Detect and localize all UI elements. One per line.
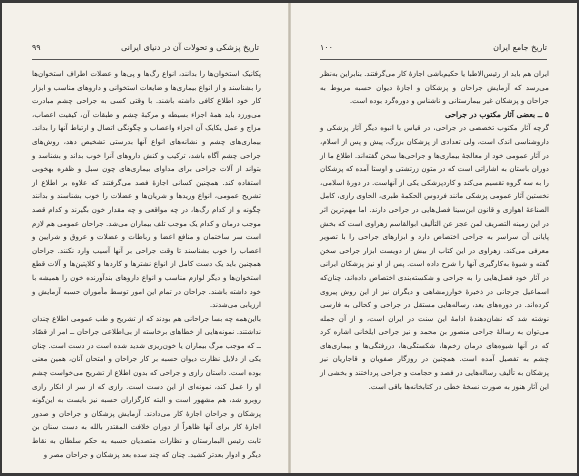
left-header-rule: [32, 59, 259, 60]
left-running-header: [32, 43, 259, 57]
section-heading: ۵ ــ بعضی آثار مکتوب در جراحی: [445, 109, 549, 119]
right-running-header: [320, 43, 547, 57]
left-header-title: تاریخ پزشکی و تحولات آن در دنیای ایرانی: [120, 43, 259, 52]
left-page-number: ۹۹: [32, 43, 41, 52]
left-paragraph-1: پکانیک استخوان‌ها را بدانند، انواع رگ‌ها و پی‌ها و عضلات اطراف استخوان‌ها را بشناسند و از انواع بیماری‌ها و ضایعات استخوانی و داروهای مناسب و ابزار کار خود اطلاع کافی داشته باشند. با وقتی کسی به جراحی چشم مبادرت می‌ورزد باید همهٔ اجزاء بسیطه و مرکبهٔ چشم و طبقات آن، کیفیت اعصاب، مزاج و عمل یکایک آن اجزاء واعصاب و چگونگی اتصال و ارتباط آنها را بداند. بیماری‌های چشم و نشانه‌های انواع آنها بدرستی تشخیص دهد، روش‌های جراحی چشم آگاه باشد، ترکیب و کنش داروهای آنرا خوب بداند و بشناسد و بتواند از آلات جراحی برای مداوای بیماری‌های چون سبل و ظفره بهخوبی استفاده کند. همچنین کسانی اجازهٔ فصد می‌گرفتند که علاوه بر اطلاع از تشریح عمومی، انواع وریدها و شریان‌ها و عضلات را خوب بشناسند و بدانند چگونه و از کدام رگ‌ها، در چه مواقعی و چه مقدار خون بگیرند و کدام قصد موجب درمان و کدام یک موجب تلف بیماران می‌شد. جراحان عمومی هم لازم است سر ساختمان و منافع اعضا و رباطات و عضلات و عروق و شرایین و اعصاب را خوب بشناسند تا وقت جراحی بر آنها آسیب وارد نکنند. جراحان همچنین باید یک دست کامل از انواع نشترها و کاردها و کلاپتین‌ها و آلات قطع استخوان‌ها و دیگر لوازم مناسب و انواع داروهای بندآورنده خون را همیشه با خود داشته باشند. جراحان در تمام این امور توسط مأموران حسبه آزمایش و ارزیابی می‌شدند.: [32, 69, 261, 310]
book-spread: [2, 3, 577, 473]
right-page-number: ۱۰۰: [320, 43, 333, 52]
left-body-text: [32, 67, 261, 461]
left-page: [2, 3, 289, 473]
right-header-title: تاریخ جامع ایران: [493, 43, 547, 52]
right-header-rule: [320, 59, 547, 60]
left-paragraph-2: بااین‌همه چه بسا جراحانی هم بودند که از تشریح و طب عمومی اطلاع چندان نداشتند. نمونه‌هایی از خطاهای برخاسته از بی‌اطلاعی جراحان ــ امر از قصّاد ــ که موجب مرگ بیماران یا خون‌ریزی شدید شده است در دست است. چنان یکی از دلایل نظارت دیوان حسبه بر کار جراحان و امتحان آنان، همین معنی بوده است. داستان رازی و جراحی که بدون اطلاع از تشریح می‌خواست چشم او را عمل کند، نمونه‌ای از این دست است. رازی که از سر از انکار رازی روبرو شد، هم مشهور است و البته کارگزاران حسبه نیز بایست به این‌گونه پزشکان و جراحان اجازهٔ کار می‌دادند. آزمایش پزشکان و جراحان و صدور اجازهٔ کار برای آنها ظاهراً از دوران خلافت المقتدر بالله به دست سنان بن ثابت رئیس البمارستان و نظارات متصدیان حسبه به حکم سلطان به نقاط دیگر و ادوار بعدتر کشید. چنان که چند سده بعد پزشکان و جراحان مصر و: [32, 313, 261, 459]
right-paragraph-1: ایران هم باید از رئیس‌الاطبا یا حکیم‌باشی اجازهٔ کار می‌گرفتند. بنابراین به‌نظر می‌رسد که آزمایش جراحان و پزشکان و اجازهٔ دیوان حسبه مربوط به جراحان و پزشکان غیر بیمارستانی و ناشناس و دوره‌گرد بوده است.: [320, 69, 549, 106]
right-page: [290, 3, 577, 473]
right-body-text: [320, 67, 549, 393]
right-section-paragraph-1: گرچه آثار مکتوب تخصصی در جراحی، در قیاس با انبوه دیگر آثار پزشکی و داروشناسی اندک است، ولی تعدادی از پزشکان بزرگ، پیش و پس از اسلام، در آثار عمومی خود از معالجهٔ بیماری‌ها و جراحی‌ها سخن گفته‌اند. اطلاع ما از دوران باستان به اشاراتی است که در متون زرتشتی و اوستا آمده که پزشکان را به سه گروه تقسیم می‌کند و کاردپزشکی یکی از آنهاست. در دورهٔ اسلامی، نخستین آثار عمومی پزشکی مانند فردوس الحکمهٔ طبری، الحاوی رازی، کامل الصناعهٔ اهوازی و قانون ابن‌سینا فصل‌هایی در جراحی دارند. اما مهم‌ترین اثر در این زمینه التصریف لمن عجز عن التألیف ابوالقاسم زهراوی است که بخش پایانی آن سراسر به جراحی اختصاص دارد و ابزارهای جراحی را با تصویر معرفی می‌کند. زهراوی در این کتاب از بیش از دویست ابزار جراحی سخن گفته و شیوهٔ به‌کارگیری آنها را شرح داده است. پس از او نیز پزشکان ایرانی در آثار خود فصل‌هایی را به جراحی و شکسته‌بندی اختصاص داده‌اند، چنان‌که اسماعیل جرجانی در ذخیرهٔ خوارزمشاهی و دیگران نیز از این روش پیروی کرده‌اند. در دوره‌های بعد، رساله‌هایی مستقل در جراحی و کحالی به فارسی نوشته شد که نشان‌دهندهٔ ادامهٔ این سنت در ایران است، و از آن جمله می‌توان به رسالهٔ جراحی منصور بن محمد و نیز جراحی ایلخانی اشاره کرد که در آنها شیوه‌های درمان زخم‌ها، شکستگی‌ها، دررفتگی‌ها و بیماری‌های چشم به تفصیل آمده است. همچنین در روزگار صفویان و قاجاریان نیز پزشکان به تألیف رساله‌هایی در فصد و حجامت و جراحی پرداختند و بخشی از این آثار هنوز به صورت نسخهٔ خطی در کتابخانه‌ها باقی است.: [320, 123, 549, 391]
